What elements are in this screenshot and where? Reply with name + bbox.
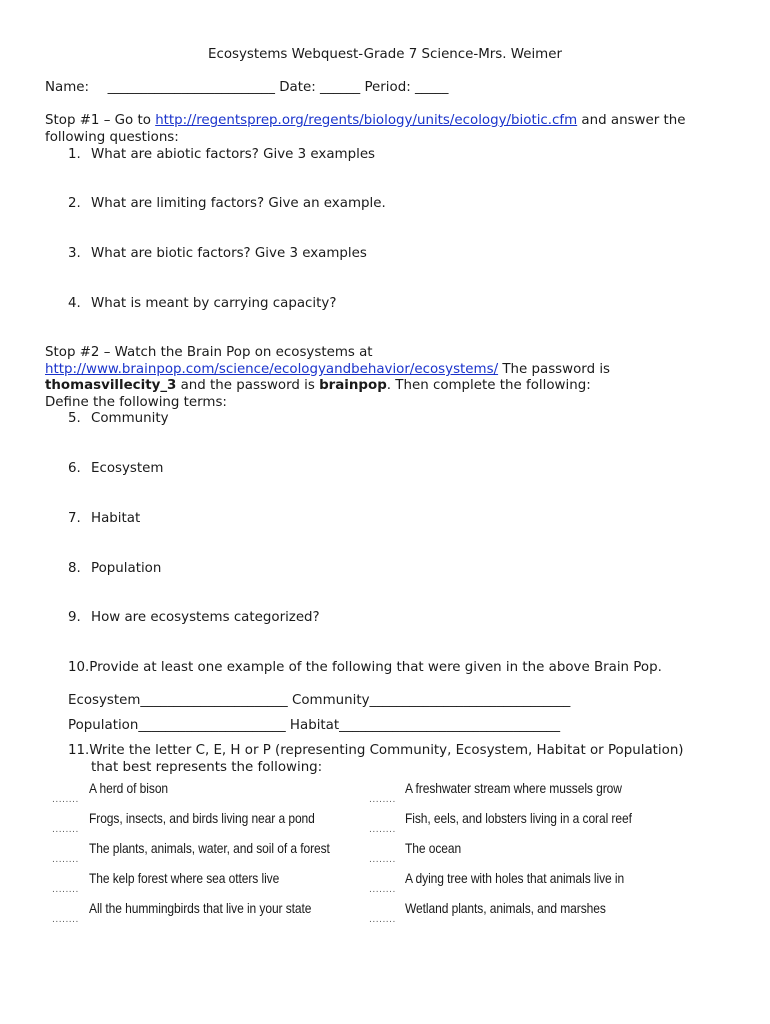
term-text: Ecosystem bbox=[91, 461, 164, 476]
question-number: 1. bbox=[68, 147, 81, 162]
term-number: 9. bbox=[68, 610, 81, 625]
question-number: 4. bbox=[68, 296, 81, 311]
term-number: 8. bbox=[68, 561, 81, 576]
stop2-line1: Stop #2 – Watch the Brain Pop on ecosystems at bbox=[45, 345, 373, 360]
item-right-3: The ocean bbox=[405, 840, 462, 856]
stop2-mid: and the password is bbox=[176, 378, 320, 393]
item-right-5: Wetland plants, animals, and marshes bbox=[405, 900, 606, 916]
q10-row1 bbox=[68, 692, 570, 709]
community-blank: Community______________________________ bbox=[292, 693, 571, 708]
answer-blank[interactable]: ........ bbox=[52, 885, 79, 895]
question-number: 2. bbox=[68, 196, 81, 211]
answer-blank[interactable]: ........ bbox=[52, 825, 79, 835]
question-text: What are biotic factors? Give 3 examples bbox=[91, 246, 367, 261]
item-right-4: A dying tree with holes that animals live in bbox=[405, 870, 625, 886]
answer-blank[interactable]: ........ bbox=[369, 885, 396, 895]
stop2-line3 bbox=[45, 377, 591, 394]
q10-row2 bbox=[68, 717, 560, 734]
question-1 bbox=[68, 146, 375, 163]
term-number: 6. bbox=[68, 461, 81, 476]
question-10 bbox=[68, 659, 662, 676]
question-text: Write the letter C, E, H or P (representing Community, Ecosystem, Habitat or Population) bbox=[89, 743, 684, 758]
term-text: Habitat bbox=[91, 511, 141, 526]
question-4 bbox=[68, 295, 336, 312]
question-text: Provide at least one example of the following that were given in the above Brain Pop. bbox=[89, 660, 662, 675]
answer-blank[interactable]: ........ bbox=[52, 915, 79, 925]
username: thomasvillecity_3 bbox=[45, 378, 177, 393]
ecosystem-blank: Ecosystem______________________ bbox=[68, 693, 288, 708]
stop2-line2 bbox=[45, 361, 610, 378]
stop1-prefix: Stop #1 – Go to bbox=[45, 113, 156, 128]
item-left-2: Frogs, insects, and birds living near a pond bbox=[89, 810, 315, 826]
term-9 bbox=[68, 609, 320, 626]
item-left-5: All the hummingbirds that live in your state bbox=[89, 900, 312, 916]
term-text: How are ecosystems categorized? bbox=[91, 610, 320, 625]
population-blank: Population______________________ bbox=[68, 718, 286, 733]
question-number: 10. bbox=[68, 660, 90, 675]
answer-blank[interactable]: ........ bbox=[369, 795, 396, 805]
question-number: 11. bbox=[68, 743, 90, 758]
habitat-blank: Habitat_________________________________ bbox=[289, 718, 561, 733]
date-label: Date: ______ bbox=[279, 80, 361, 95]
answer-blank[interactable]: ........ bbox=[52, 795, 79, 805]
question-11 bbox=[68, 742, 684, 759]
info-line bbox=[45, 79, 448, 96]
answer-blank[interactable]: ........ bbox=[369, 825, 396, 835]
term-number: 5. bbox=[68, 411, 81, 426]
term-6 bbox=[68, 460, 163, 477]
question-text: What is meant by carrying capacity? bbox=[91, 296, 337, 311]
item-right-1: A freshwater stream where mussels grow bbox=[405, 780, 622, 796]
stop2-after-url: The password is bbox=[498, 362, 611, 377]
question-text: What are abiotic factors? Give 3 examples bbox=[91, 147, 376, 162]
define-heading: Define the following terms: bbox=[45, 395, 227, 410]
answer-blank[interactable]: ........ bbox=[369, 915, 396, 925]
term-7 bbox=[68, 510, 140, 527]
term-text: Population bbox=[91, 561, 162, 576]
item-left-4: The kelp forest where sea otters live bbox=[89, 870, 280, 886]
stop1-link[interactable]: http://regentsprep.org/regents/biology/units/ecology/biotic.cfm bbox=[155, 113, 578, 128]
password: brainpop bbox=[319, 378, 387, 393]
name-label: Name: bbox=[45, 80, 90, 95]
name-blank: _________________________ bbox=[107, 80, 275, 95]
stop2-end: . Then complete the following: bbox=[386, 378, 591, 393]
term-8 bbox=[68, 560, 161, 577]
question-number: 3. bbox=[68, 246, 81, 261]
term-number: 7. bbox=[68, 511, 81, 526]
term-5 bbox=[68, 410, 169, 427]
item-left-1: A herd of bison bbox=[89, 780, 169, 796]
stop1-suffix: and answer the bbox=[577, 113, 686, 128]
page-title: Ecosystems Webquest-Grade 7 Science-Mrs. Weimer bbox=[208, 47, 562, 62]
question-11-line2: that best represents the following: bbox=[91, 760, 323, 775]
period-label: Period: _____ bbox=[364, 80, 449, 95]
item-left-3: The plants, animals, water, and soil of a forest bbox=[89, 840, 330, 856]
answer-blank[interactable]: ........ bbox=[369, 855, 396, 865]
stop1-line2: following questions: bbox=[45, 130, 179, 145]
question-2 bbox=[68, 195, 386, 212]
item-right-2: Fish, eels, and lobsters living in a coral reef bbox=[405, 810, 632, 826]
stop1-line bbox=[45, 112, 685, 129]
stop2-link[interactable]: http://www.brainpop.com/science/ecologyandbehavior/ecosystems/ bbox=[45, 362, 499, 377]
question-text: What are limiting factors? Give an example. bbox=[91, 196, 386, 211]
term-text: Community bbox=[91, 411, 169, 426]
question-3 bbox=[68, 245, 367, 262]
answer-blank[interactable]: ........ bbox=[52, 855, 79, 865]
